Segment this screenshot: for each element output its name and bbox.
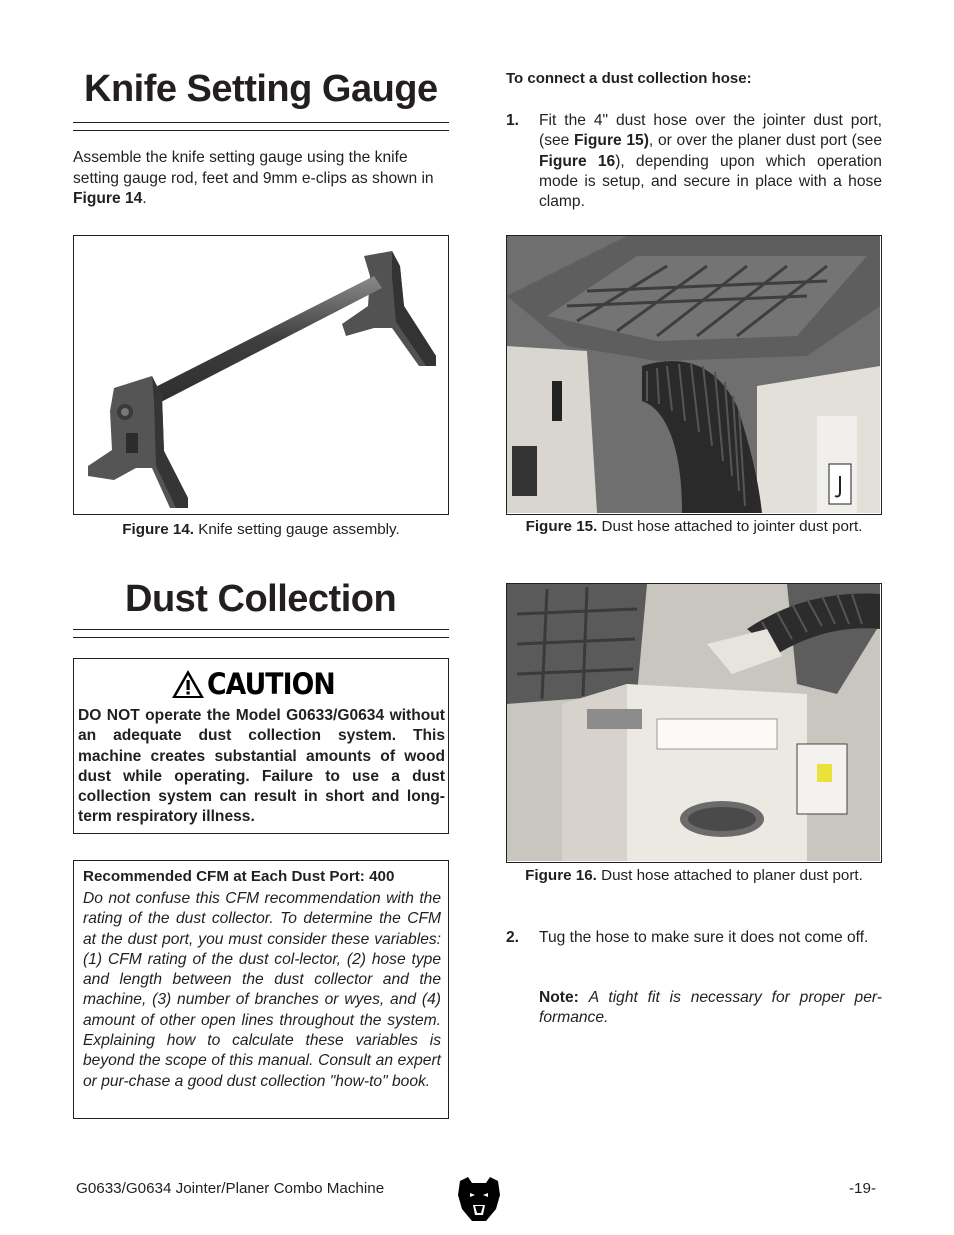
note bbox=[539, 988, 882, 1029]
step-2 bbox=[506, 928, 882, 973]
title-rule-top bbox=[73, 629, 449, 630]
title-rule-bottom bbox=[73, 637, 449, 638]
caution-message: DO NOT operate the Model G0633/G0634 without an adequate dust collection system. This machine creates substantial amounts of wood dust while operating. Failure to use a dust collection system can result in short and long-term respiratory illness. bbox=[78, 707, 445, 826]
hose-connection-heading: To connect a dust collection hose: bbox=[506, 70, 752, 87]
figure-14-image bbox=[73, 235, 449, 515]
figure-15-caption: Figure 15. Dust hose attached to jointer dust port. bbox=[525, 518, 863, 535]
caution-label: CAUTION bbox=[207, 667, 335, 701]
cfm-heading: Recommended CFM at Each Dust Port: 400 bbox=[83, 868, 395, 885]
knife-gauge-illustration bbox=[74, 236, 447, 513]
step-2-text: Tug the hose to make sure it does not come off. bbox=[539, 929, 869, 946]
step-1-number: 1. bbox=[506, 112, 520, 129]
section-title-knife-setting-gauge: Knife Setting Gauge bbox=[84, 68, 438, 110]
figure-15-image bbox=[506, 235, 882, 515]
step-1-text: Fit the 4" dust hose over the jointer dust port, (see Figure 15), or over the planer dust port (see Figure 16), depending upon which operation mode is setup, and secure in place with a hose clamp. bbox=[539, 112, 882, 211]
caution-header bbox=[171, 667, 346, 701]
figure-15-reference: Figure 15) bbox=[574, 132, 649, 150]
knife-gauge-instructions: Assemble the knife setting gauge using the knife setting gauge rod, feet and 9mm e-clips as shown in Figure 14. bbox=[73, 149, 434, 207]
jointer-dust-hose-photo bbox=[507, 236, 880, 513]
figure-14-reference: Figure 14 bbox=[73, 190, 143, 207]
step-1 bbox=[506, 111, 882, 216]
figure-16-reference: Figure 16 bbox=[539, 152, 616, 170]
note-label: Note: bbox=[539, 989, 579, 1006]
figure-16-image bbox=[506, 583, 882, 863]
cfm-explanation: Do not confuse this CFM recommendation with the rating of the dust collector. To determine the CFM at the dust port, you must consider these variables: (1) CFM rating of the dust col-lector, (2) hose type and length between the dust collector and the machine, (3) number of branches or wyes, and (4) amount of other open lines throughout the system. Explaining how to calculate these variables is beyond the scope of this manual. Consult an expert or pur-chase a good dust collection "how-to" book. bbox=[83, 890, 441, 1090]
figure-16-caption: Figure 16. Dust hose attached to planer dust port. bbox=[525, 867, 863, 884]
section-title-dust-collection: Dust Collection bbox=[125, 578, 397, 620]
cfm-note-box bbox=[73, 860, 449, 1119]
step-2-number: 2. bbox=[506, 929, 520, 946]
planer-dust-hose-photo bbox=[507, 584, 880, 861]
footer-manual-title: G0633/G0634 Jointer/Planer Combo Machine bbox=[76, 1180, 385, 1197]
warning-triangle-icon bbox=[171, 669, 205, 699]
title-rule-bottom bbox=[73, 130, 449, 131]
figure-14-caption: Figure 14. Knife setting gauge assembly. bbox=[122, 521, 400, 538]
note-text: A tight fit is necessary for proper per-formance. bbox=[539, 989, 882, 1027]
title-rule-top bbox=[73, 122, 449, 123]
caution-box bbox=[73, 658, 449, 834]
grizzly-bear-logo-icon bbox=[456, 1175, 502, 1223]
page-number: -19- bbox=[849, 1180, 877, 1197]
